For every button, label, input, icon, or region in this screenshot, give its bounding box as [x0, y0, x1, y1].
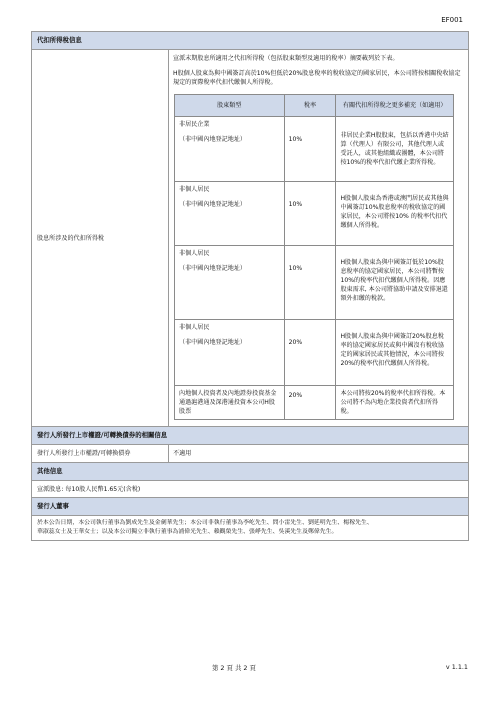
tax-note: 非居民企業H股股東，包括以香港中央結算（代理人）有限公司，其他代理人或受託人，或其他組織或團體，本公司將按10%的稅率代扣代繳企業所得稅。: [336, 117, 454, 182]
table-row: [175, 320, 454, 386]
warrants-label: 發行人所發行上市權證/可轉換債券: [32, 445, 169, 462]
withholding-intro-2: H股個人股東為與中國簽訂高於10%但低於20%股息稅率的稅收協定的國家居民，本公司將按相關稅收協定規定的實際稅率代扣代繳個人所得稅。: [173, 70, 461, 86]
table-row: [175, 117, 454, 182]
shareholder-type: 內地個人投資者及內地證券投資基金通過滬港通及深港通投資本公司H股股票: [175, 386, 285, 420]
header-tax-rate: 稅率: [284, 95, 336, 117]
withholding-label: 股息所涉及的代扣所得稅: [37, 234, 105, 242]
tax-note: H股個人股東為香港或澳門居民或其他與中國簽訂10%股息稅率的稅收協定的國家居民，本公司將按10% 的稅率代扣代繳個人所得稅。: [336, 182, 454, 246]
shareholder-address: （非中國內地登記地址）: [179, 136, 247, 143]
directors-text: [32, 515, 468, 540]
shareholder-type-cell: [175, 117, 285, 182]
shareholder-address: （非中國內地登記地址）: [179, 339, 247, 346]
tax-note: H股個人股東為與中國簽訂20%股息稅率的協定國家居民或與中國沒有稅收協定的國家居民或其他情況，本公司將按20%的稅率代扣代繳個人所得稅。: [336, 320, 454, 386]
withholding-intro-1: 宣派末期股息所適用之代扣所得稅（包括股東類型及適用的稅率）摘要載列於下表。: [173, 55, 399, 62]
page-number: 第 2 頁 共 2 頁: [212, 664, 256, 672]
tax-note: H股個人股東為與中國簽訂低於10%股息稅率的協定國家居民，本公司將暫按10%的稅率代扣代繳個人所得稅。因應股東需求, 本公司將協助申請及安排退還額外扣繳的稅款。: [336, 246, 454, 320]
shareholder-type-cell: [175, 320, 285, 386]
tax-rate: 10%: [284, 246, 336, 320]
table-row: [175, 386, 454, 420]
tax-note: 本公司將按20%的稅率代扣所得稅。本公司將不為內地企業投資者代扣所得稅。: [336, 386, 454, 420]
tax-rate: 20%: [284, 320, 336, 386]
shareholder-type-cell: [175, 182, 285, 246]
table-row: [175, 246, 454, 320]
shareholder-type: 非個人居民: [179, 250, 210, 257]
tax-rate: 10%: [284, 182, 336, 246]
form-page: [31, 31, 469, 541]
withholding-tax-table: [174, 94, 454, 420]
directors-line-2: 華淑蕊女士及王華女士；以及本公司獨立非執行董事為浦偉光先生、賴觀榮先生、張崢先生、吳溪先生及鄭偉先生。: [37, 529, 338, 535]
section-header-warrants: 發行人所發行上市權證/可轉換債券的相關信息: [32, 427, 468, 444]
section-header-withholding: 代扣所得稅信息: [32, 32, 468, 49]
section-header-other-info: 其他信息: [32, 463, 468, 480]
shareholder-type: 非居民企業: [179, 121, 210, 128]
directors-line-1: 於本公告日期，本公司執行董事為劉成先生及金劍華先生；本公司非執行董事為李屹先生、問小雷先生、劉延明先生、楊稼先生、: [37, 520, 373, 526]
tax-rate: 10%: [284, 117, 336, 182]
shareholder-type-cell: [175, 246, 285, 320]
table-header-row: [175, 95, 454, 117]
table-row: [175, 182, 454, 246]
withholding-content: [169, 50, 468, 426]
shareholder-address: （非中國內地登記地址）: [179, 265, 247, 272]
withholding-section: [31, 31, 469, 427]
version-number: v 1.1.1: [445, 663, 468, 671]
shareholder-type: 非個人居民: [179, 186, 210, 193]
warrants-value: 不適用: [173, 450, 192, 457]
other-info-section: [31, 462, 469, 498]
tax-rate: 20%: [284, 386, 336, 420]
withholding-label-cell: [32, 50, 169, 426]
directors-section: [31, 497, 469, 541]
header-notes: 有關代扣所得稅之更多補充（如適用）: [336, 95, 454, 117]
section-header-directors: 發行人董事: [32, 498, 468, 515]
header-shareholder-type: 股東類型: [175, 95, 285, 117]
shareholder-type: 非個人居民: [179, 324, 210, 331]
shareholder-address: （非中國內地登記地址）: [179, 201, 247, 208]
warrants-section: [31, 426, 469, 463]
form-code: EF001: [441, 16, 463, 24]
dividend-declaration: 宣派股息: 每10股人民幣1.65元(含稅): [32, 480, 468, 497]
